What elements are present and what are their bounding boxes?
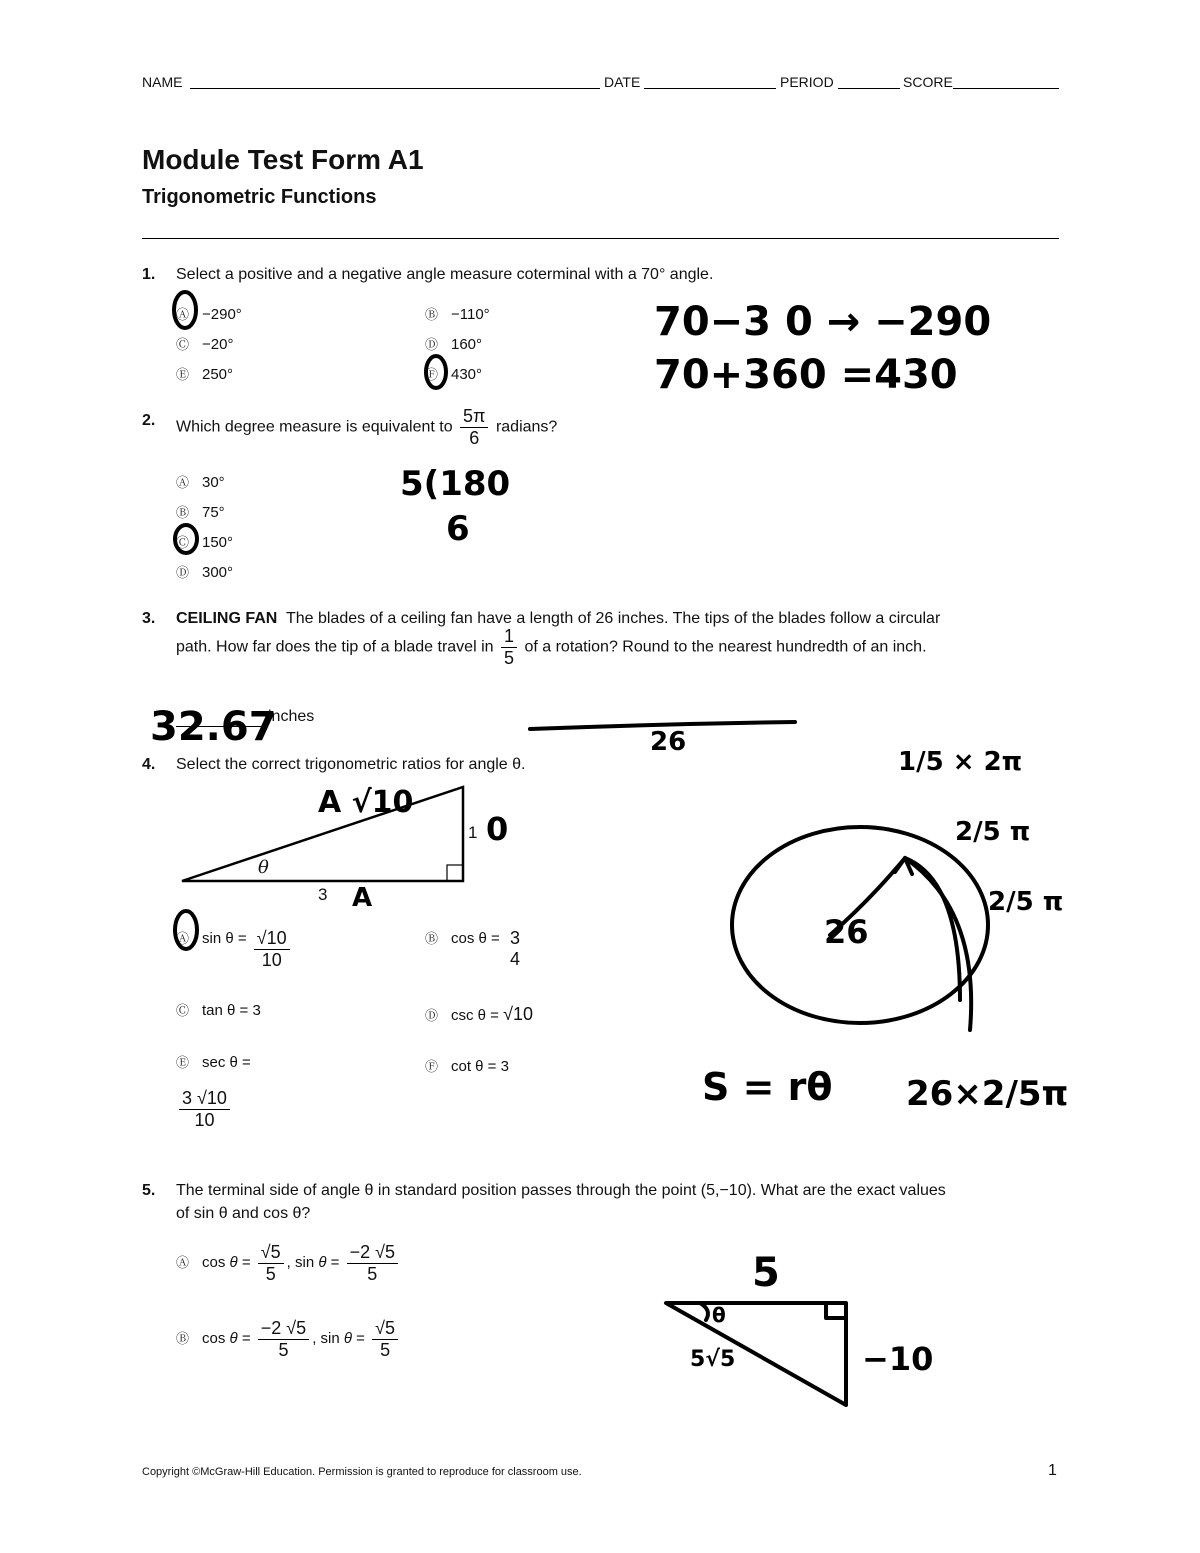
q5-option-b-cos-den: 5 xyxy=(278,1339,289,1360)
q4-option-c[interactable] xyxy=(176,1000,261,1019)
q5-work-hyp: 5√5 xyxy=(690,1347,736,1372)
q4-work-formula: S = rθ xyxy=(702,1065,833,1109)
q1-option-e-text: 250° xyxy=(202,366,234,383)
q4-option-a-frac xyxy=(254,928,290,970)
q4-opposite-label: 1 xyxy=(468,823,478,842)
q4-option-d-lhs: csc θ = xyxy=(451,1007,499,1024)
q2-option-d-text: 300° xyxy=(202,564,234,581)
q1-option-f-text: 430° xyxy=(451,366,483,383)
q5-option-b-sin-frac xyxy=(372,1318,398,1360)
q5-option-a-cos-frac xyxy=(258,1242,284,1284)
q5-option-b-letter: Ⓑ xyxy=(176,1331,190,1347)
q4-option-e-letter: Ⓔ xyxy=(176,1055,190,1070)
q5-work-side: −10 xyxy=(862,1340,934,1378)
q4-option-f-text: cot θ = 3 xyxy=(451,1058,509,1075)
q2-option-b-text: 75° xyxy=(202,504,225,521)
q4-option-d[interactable] xyxy=(425,1004,533,1025)
q4-opp-note: 0 xyxy=(486,810,509,848)
q5-option-a-cos-num: √5 xyxy=(258,1242,284,1264)
q4-work-frac3: 2/5 π xyxy=(988,887,1064,917)
q4-option-e-den: 10 xyxy=(194,1109,215,1130)
q4-work-frac2: 2/5 π xyxy=(955,817,1031,847)
q5-option-b-sin-num: √5 xyxy=(372,1318,398,1340)
q4-option-e-value xyxy=(176,1088,233,1130)
q2-work-den: 6 xyxy=(446,509,470,549)
q5-text-line1: The terminal side of angle θ in standard position passes through the point (5,−10). What are the exact values xyxy=(176,1182,946,1199)
q4-hyp-note: A √10 xyxy=(318,785,414,820)
q1-option-c[interactable] xyxy=(176,334,233,353)
q5-option-b-sin-den: 5 xyxy=(380,1339,391,1360)
q4-option-e-num: 3 √10 xyxy=(179,1088,230,1110)
q5-option-a-letter: Ⓐ xyxy=(176,1255,190,1271)
q2-fraction xyxy=(460,406,488,448)
q5-option-b[interactable]: Ⓑ cos θ = $\frac{-2 √5}{5}$ , sin θ = $\frac{√5}{5}$ xyxy=(176,1318,401,1360)
q2-option-b-letter: Ⓑ xyxy=(176,505,190,520)
q2-option-c-letter: Ⓒ xyxy=(176,535,190,550)
page-title: Module Test Form A1 xyxy=(142,144,424,175)
q4-option-a-lhs: sin θ = xyxy=(202,930,247,947)
q1-work-line1: 70−3 0 → −290 xyxy=(654,299,992,345)
q4-option-a-den: 10 xyxy=(261,949,282,970)
q5-option-a-sin-frac xyxy=(347,1242,398,1284)
q4-option-b-letter: Ⓑ xyxy=(425,931,439,946)
q4-option-d-value: √10 xyxy=(503,1004,534,1024)
q4-option-a-num: √10 xyxy=(254,928,290,950)
q4-option-c-text: tan θ = 3 xyxy=(202,1002,261,1019)
period-label: PERIOD xyxy=(780,74,834,90)
q3-label: CEILING FAN xyxy=(176,610,278,627)
q3-text-after: of a rotation? Round to the nearest hundredth of an inch. xyxy=(524,638,927,656)
q4-option-f[interactable] xyxy=(425,1056,509,1075)
q5-work-angle: θ xyxy=(712,1303,726,1327)
q5-option-a-cos-den: 5 xyxy=(265,1263,276,1284)
q4-work-frac1: 1/5 × 2π xyxy=(898,747,1023,777)
score-label: SCORE xyxy=(903,74,953,90)
q4-adj-note: A xyxy=(352,883,373,913)
q4-option-f-letter: Ⓕ xyxy=(425,1059,439,1074)
page-subtitle: Trigonometric Functions xyxy=(142,186,377,208)
q3-work-length: 26 xyxy=(650,727,687,757)
q1-option-e-letter: Ⓔ xyxy=(176,367,190,382)
q2-text-after: radians? xyxy=(495,418,558,436)
q4-angle-label: θ xyxy=(258,857,269,878)
name-label: NAME xyxy=(142,74,183,90)
q3-number: 3. xyxy=(142,610,156,627)
q1-option-b[interactable] xyxy=(425,304,490,323)
page-number: 1 xyxy=(1048,1462,1057,1479)
q1-option-a-letter: Ⓐ xyxy=(176,307,190,322)
q1-option-a-text: −290° xyxy=(202,306,242,323)
q2-option-a-letter: Ⓐ xyxy=(176,475,190,490)
q1-option-d[interactable] xyxy=(425,334,482,353)
q1-option-b-letter: Ⓑ xyxy=(425,307,439,322)
q4-option-a[interactable] xyxy=(176,928,293,970)
q5-work-top: 5 xyxy=(752,1250,780,1296)
q4-work-radius: 26 xyxy=(824,913,869,951)
q2-text-before: Which degree measure is equivalent to xyxy=(176,418,453,436)
q1-text: Select a positive and a negative angle measure coterminal with a 70° angle. xyxy=(176,266,714,283)
q4-adjacent-label: 3 xyxy=(318,885,328,904)
q4-work-calc: 26×2/5π xyxy=(906,1074,1069,1114)
q1-option-d-text: 160° xyxy=(451,336,483,353)
q4-option-b-lhs: cos θ = xyxy=(451,930,500,947)
q3-fraction xyxy=(501,626,517,668)
q3-answer: 32.67 xyxy=(150,704,277,750)
q2-option-a[interactable] xyxy=(176,472,225,491)
q5-option-a-sin-den: 5 xyxy=(367,1263,378,1284)
q4-option-e-lhs: sec θ = xyxy=(202,1054,251,1071)
q4-option-d-letter: Ⓓ xyxy=(425,1008,439,1023)
q2-option-d-letter: Ⓓ xyxy=(176,565,190,580)
q4-option-b-den: 4 xyxy=(509,948,520,969)
q5-option-b-cos-frac xyxy=(258,1318,309,1360)
fan-circle xyxy=(732,827,988,1023)
q2-frac-den: 6 xyxy=(469,427,480,448)
q1-option-e[interactable] xyxy=(176,364,233,383)
q4-option-c-letter: Ⓒ xyxy=(176,1003,190,1018)
q2-number: 2. xyxy=(142,412,156,429)
q5-work-triangle xyxy=(666,1303,846,1405)
q4-option-b-num: 3 xyxy=(509,928,520,948)
footer-copyright: Copyright ©McGraw-Hill Education. Permission is granted to reproduce for classroom use. xyxy=(142,1466,582,1478)
q2-work-num: 5(180 xyxy=(400,464,511,504)
q1-option-b-text: −110° xyxy=(451,306,490,323)
q2-option-a-text: 30° xyxy=(202,474,225,491)
q2-option-d[interactable] xyxy=(176,562,233,581)
score-field-line[interactable] xyxy=(953,88,1059,89)
q3-frac-num: 1 xyxy=(501,626,517,648)
title-divider xyxy=(142,238,1059,239)
q2-option-b[interactable] xyxy=(176,502,225,521)
name-field-line[interactable] xyxy=(190,88,600,89)
q1-option-f[interactable] xyxy=(425,364,482,383)
q4-text: Select the correct trigonometric ratios for angle θ. xyxy=(176,756,526,773)
period-field-line[interactable] xyxy=(838,88,900,89)
q5-option-a-sin-num: −2 √5 xyxy=(347,1242,398,1264)
q4-option-e[interactable] xyxy=(176,1052,251,1071)
q1-option-c-text: −20° xyxy=(202,336,234,353)
q4-number: 4. xyxy=(142,756,156,773)
fan-arrow xyxy=(830,858,905,935)
q3-text-before: path. How far does the tip of a blade travel in xyxy=(176,638,494,656)
q5-option-b-cos-num: −2 √5 xyxy=(258,1318,309,1340)
q3-radius-line xyxy=(530,722,795,729)
q3-text-line1-body: The blades of a ceiling fan have a length of 26 inches. The tips of the blades follow a circular xyxy=(285,610,941,627)
q1-option-d-letter: Ⓓ xyxy=(425,337,439,352)
q1-option-a[interactable] xyxy=(176,304,242,323)
q5-number: 5. xyxy=(142,1182,156,1199)
q1-number: 1. xyxy=(142,266,156,283)
q2-option-c-text: 150° xyxy=(202,534,234,551)
q3-text-line2 xyxy=(176,626,927,668)
q2-option-c[interactable] xyxy=(176,532,233,551)
q1-work-line2: 70+360 =430 xyxy=(654,352,958,398)
q4-option-a-letter: Ⓐ xyxy=(176,931,190,946)
date-label: DATE xyxy=(604,74,641,90)
q1-option-f-letter: Ⓕ xyxy=(425,367,439,382)
q4-option-b-frac xyxy=(507,928,523,969)
q3-answer-line[interactable] xyxy=(176,726,266,727)
date-field-line[interactable] xyxy=(644,88,776,89)
q2-text xyxy=(176,406,557,448)
q5-text-line2: of sin θ and cos θ? xyxy=(176,1205,311,1222)
q3-frac-den: 5 xyxy=(503,647,514,668)
q2-frac-num: 5π xyxy=(460,406,488,428)
q5-option-a[interactable]: Ⓐ cos θ = $\frac{√5}{5}$ , sin θ = $\frac{-2 √5}{5}$ xyxy=(176,1242,401,1284)
q3-unit: inches xyxy=(268,708,315,725)
q1-option-c-letter: Ⓒ xyxy=(176,337,190,352)
q4-option-e-frac xyxy=(179,1088,230,1130)
q4-option-b[interactable] xyxy=(425,928,526,969)
